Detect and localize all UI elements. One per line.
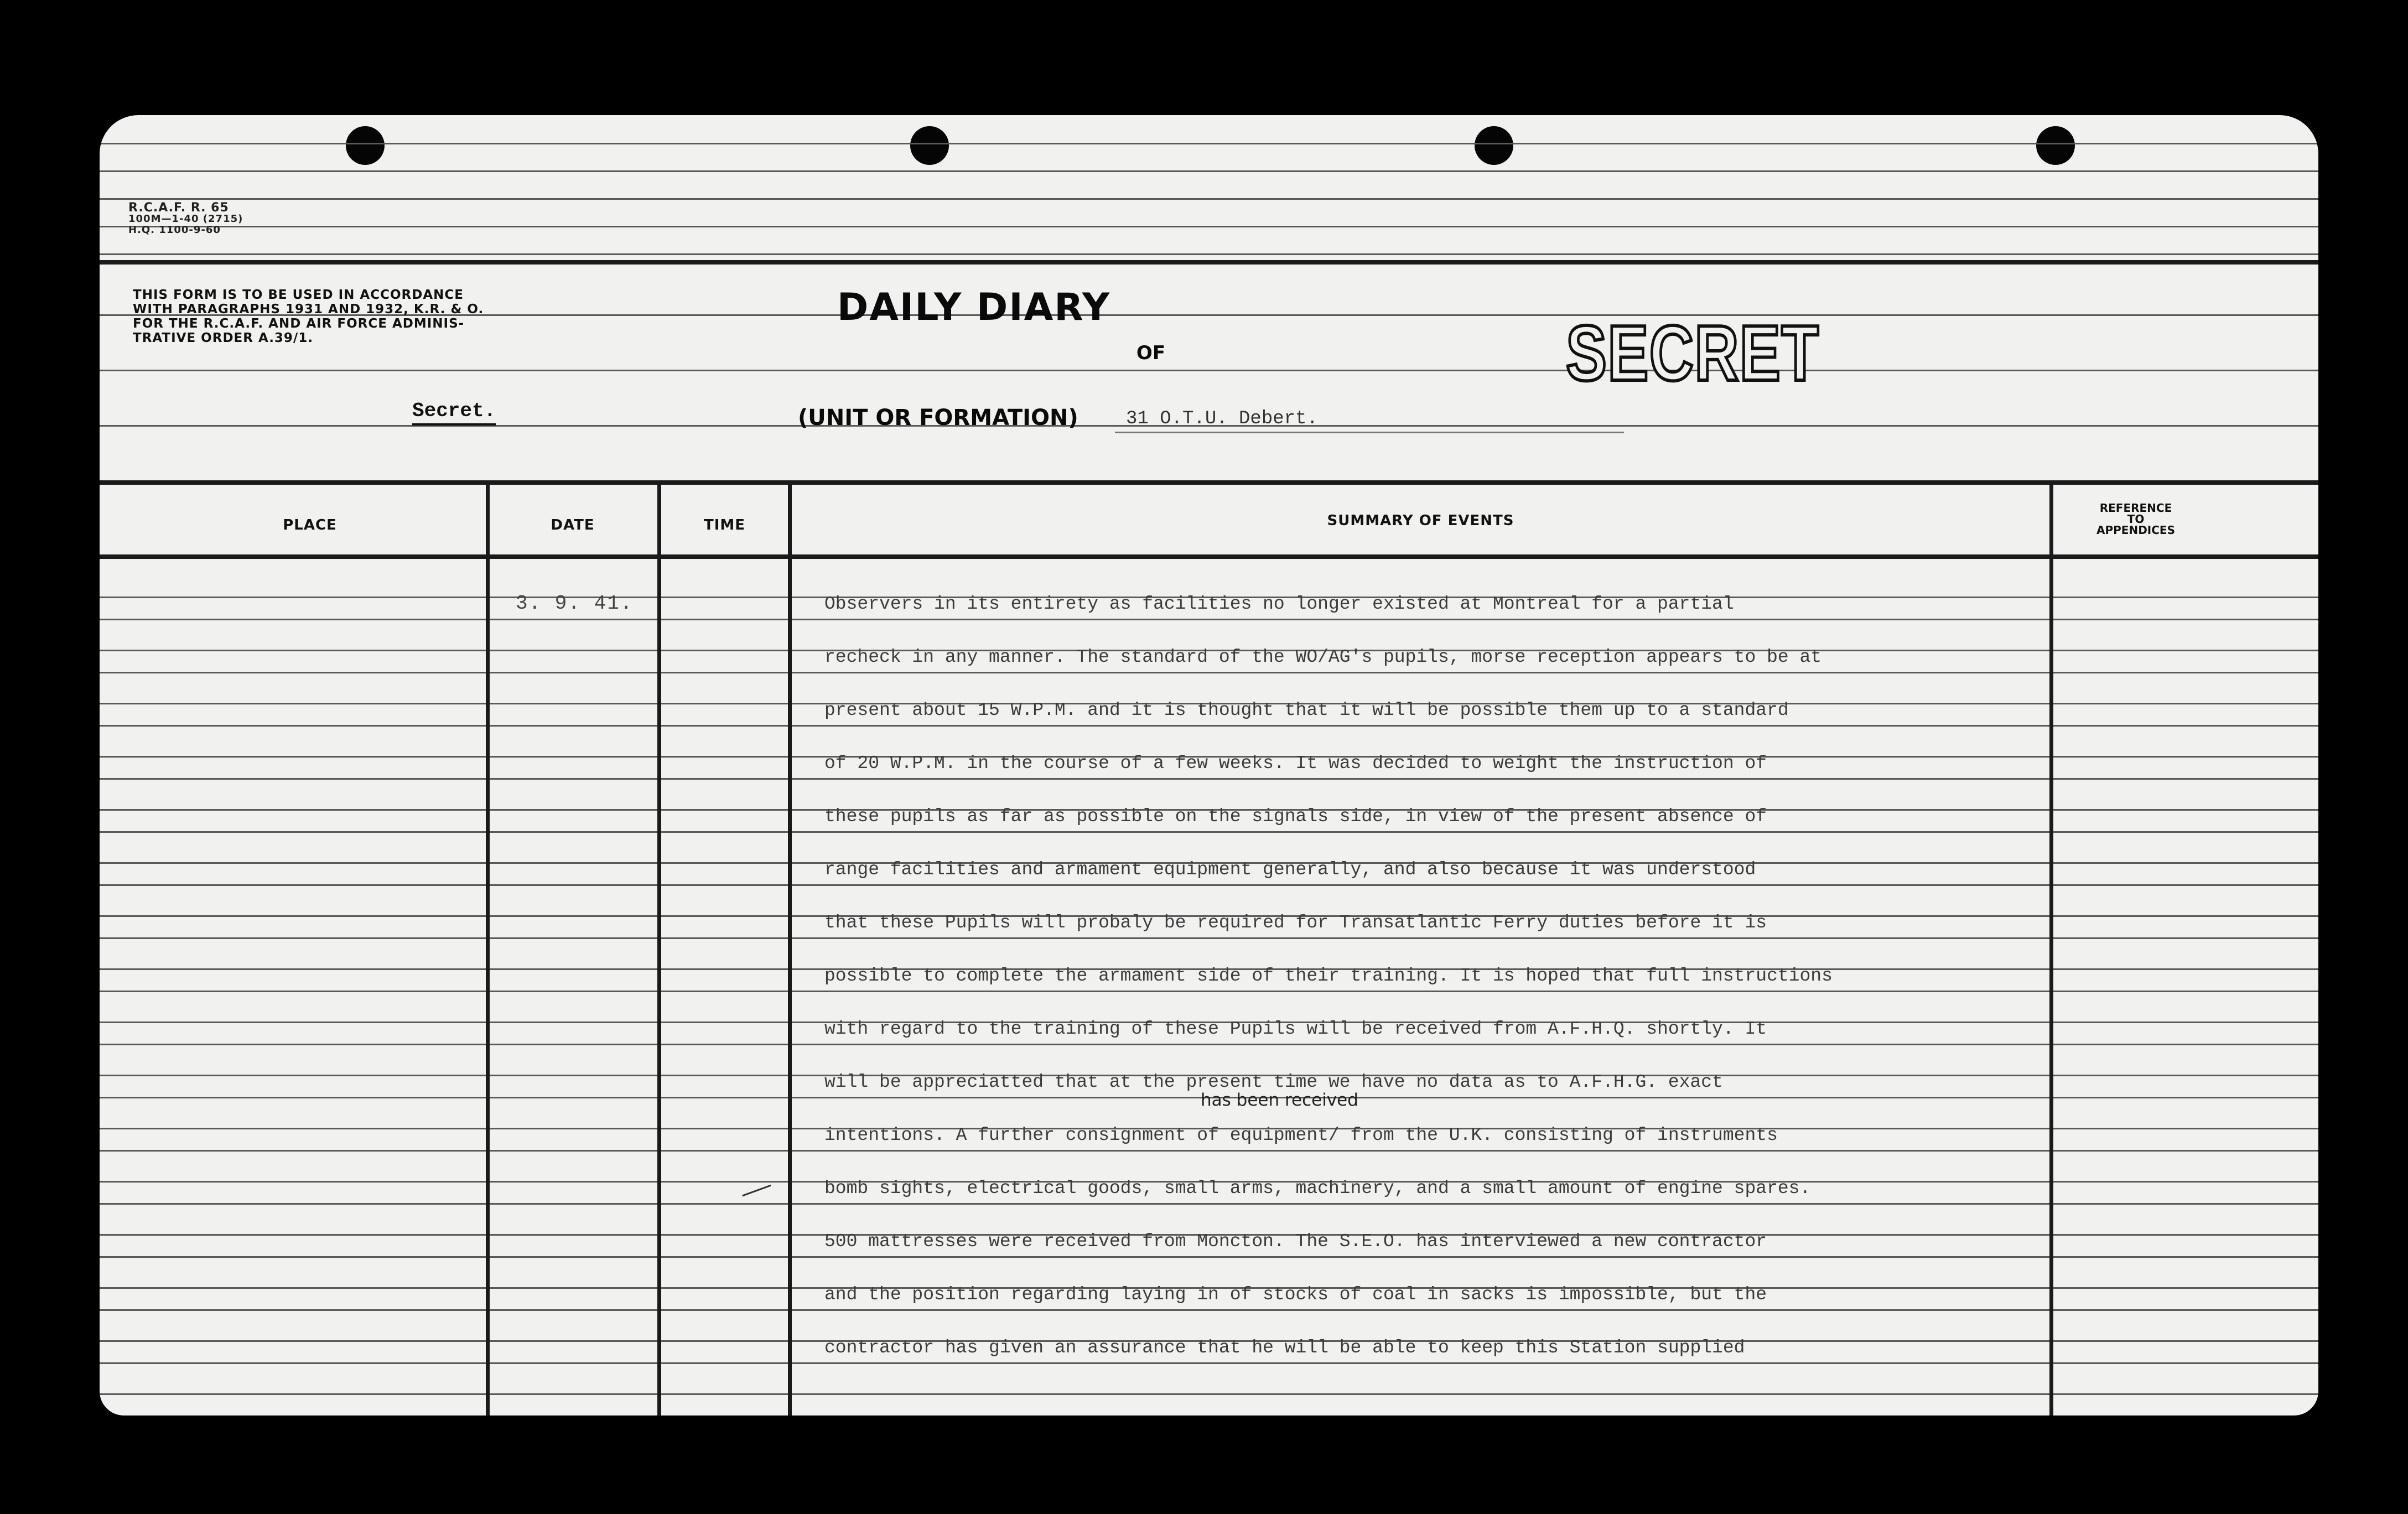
- column-divider: [657, 480, 661, 1416]
- unit-label: (UNIT OR FORMATION): [798, 405, 1078, 431]
- punch-hole: [2036, 126, 2075, 165]
- reference-line: APPENDICES: [2096, 523, 2175, 537]
- summary-line: recheck in any manner. The standard of the WO/AG's pupils, morse reception appears to be at: [824, 647, 1822, 667]
- handwritten-insertion: has been received: [1201, 1090, 1358, 1110]
- classification-label: Secret.: [412, 400, 496, 426]
- entry-date: 3. 9. 41.: [516, 592, 634, 615]
- document-title: DAILY DIARY: [837, 286, 1111, 329]
- rule-line: [100, 1044, 2318, 1045]
- header-rule: [100, 260, 2318, 265]
- summary-line: will be appreciatted that at the present time we have no data as to A.F.H.G. exact: [824, 1072, 1723, 1092]
- rule-line: [100, 1393, 2318, 1395]
- rule-line: [100, 143, 2318, 144]
- summary-line: with regard to the training of these Pupils will be received from A.F.H.Q. shortly. It: [824, 1019, 1767, 1039]
- rule-line: [100, 672, 2318, 673]
- summary-line: that these Pupils will probaly be required for Transatlantic Ferry duties before it is: [824, 912, 1767, 933]
- rule-line: [100, 198, 2318, 200]
- summary-line: possible to complete the armament side of their training. It is hoped that full instructions: [824, 966, 1833, 986]
- column-header-reference: [2053, 502, 2219, 536]
- form-instructions: [133, 288, 587, 345]
- instruction-line: WITH PARAGRAPHS 1931 AND 1932, K.R. & O.: [133, 302, 484, 317]
- rule-line: [100, 1256, 2318, 1258]
- rule-line: [100, 937, 2318, 939]
- form-code: [128, 203, 243, 236]
- diary-card: [100, 115, 2318, 1416]
- rule-line: [100, 1362, 2318, 1364]
- column-divider: [486, 480, 490, 1416]
- rule-line: [100, 778, 2318, 780]
- rule-line: [100, 1203, 2318, 1205]
- title-of: OF: [1136, 342, 1166, 364]
- instruction-line: FOR THE R.C.A.F. AND AIR FORCE ADMINIS-: [133, 317, 465, 331]
- instruction-line: THIS FORM IS TO BE USED IN ACCORDANCE: [133, 288, 464, 302]
- summary-line: of 20 W.P.M. in the course of a few weeks. It was decided to weight the instruction of: [824, 753, 1767, 774]
- summary-line: these pupils as far as possible on the signals side, in view of the present absence of: [824, 806, 1767, 827]
- summary-line: present about 15 W.P.M. and it is thought that it will be possible them up to a standard: [824, 700, 1789, 720]
- rule-line: [100, 725, 2318, 727]
- form-code-line: R.C.A.F. R. 65: [128, 201, 229, 215]
- rule-line: [100, 1309, 2318, 1311]
- summary-line: Observers in its entirety as facilities no longer existed at Montreal for a partial: [824, 594, 1734, 614]
- rule-line: [100, 226, 2318, 227]
- form-code-line: 100M—1-40 (2715): [128, 213, 243, 225]
- punch-hole: [910, 126, 949, 165]
- rule-line: [100, 170, 2318, 172]
- summary-line: intentions. A further consignment of equipment/ from the U.K. consisting of instruments: [824, 1125, 1778, 1145]
- rule-line: [100, 370, 2318, 371]
- instruction-line: TRATIVE ORDER A.39/1.: [133, 331, 314, 345]
- rule-line: [100, 884, 2318, 886]
- table-top-rule: [100, 480, 2318, 485]
- column-header-date: DATE: [551, 517, 595, 533]
- unit-value: 31 O.T.U. Debert.: [1115, 408, 1624, 433]
- secret-stamp: SECRET: [1566, 309, 1820, 397]
- summary-line: bomb sights, electrical goods, small arms, machinery, and a small amount of engine spares.: [824, 1178, 1811, 1199]
- column-divider: [788, 480, 792, 1416]
- form-code-line: H.Q. 1100-9-60: [128, 224, 221, 236]
- summary-line: range facilities and armament equipment generally, and also because it was understood: [824, 859, 1756, 880]
- column-header-summary: SUMMARY OF EVENTS: [1327, 512, 1514, 529]
- rule-line: [100, 831, 2318, 833]
- summary-line: contractor has given an assurance that he will be able to keep this Station supplied: [824, 1337, 1745, 1358]
- summary-line: and the position regarding laying in of stocks of coal in sacks is impossible, but the: [824, 1284, 1767, 1305]
- punch-hole: [1475, 126, 1513, 165]
- reference-line: TO: [2127, 512, 2145, 526]
- column-header-place: PLACE: [283, 517, 337, 533]
- rule-line: [100, 619, 2318, 620]
- rule-line: [100, 991, 2318, 992]
- pencil-tick-mark: [742, 1185, 771, 1197]
- rule-line: [100, 1150, 2318, 1152]
- column-divider: [2049, 480, 2053, 1416]
- rule-line: [100, 253, 2318, 255]
- summary-line: 500 mattresses were received from Moncton. The S.E.O. has interviewed a new contractor: [824, 1231, 1767, 1252]
- reference-line: REFERENCE: [2099, 501, 2172, 515]
- punch-hole: [346, 126, 385, 165]
- column-header-time: TIME: [703, 517, 746, 533]
- table-header-rule: [100, 554, 2318, 559]
